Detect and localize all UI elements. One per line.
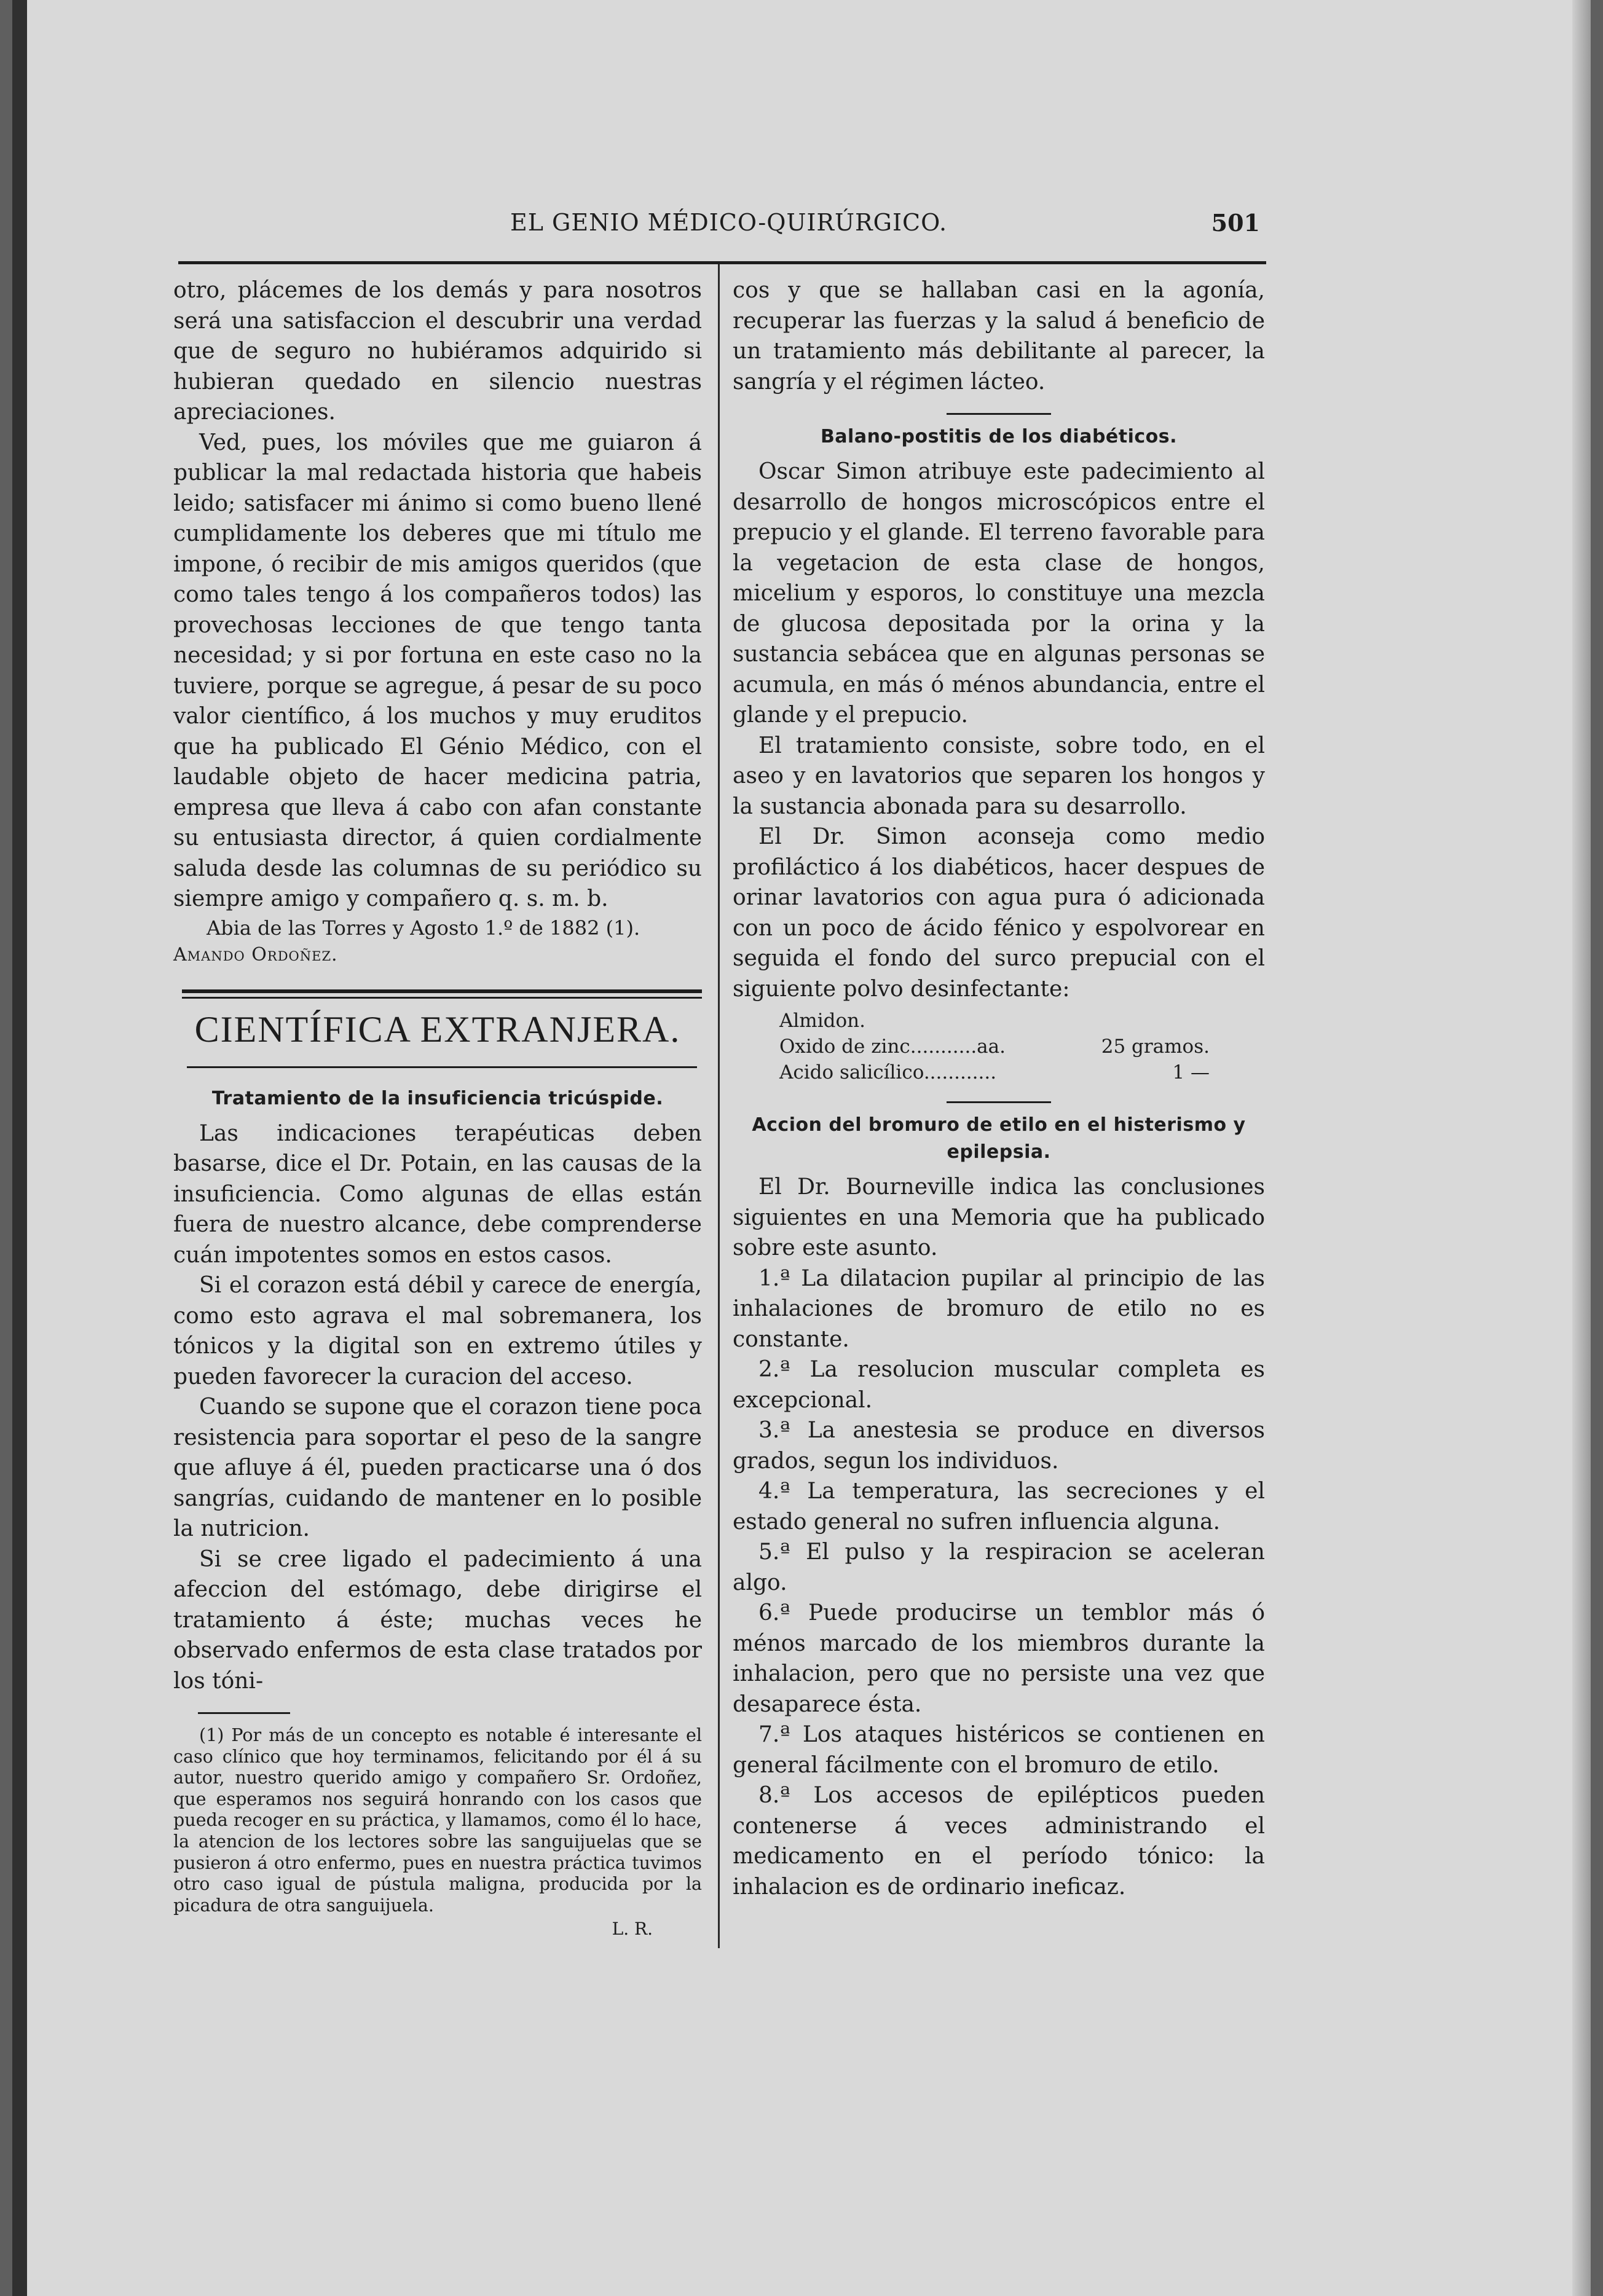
article-paragraph: Oscar Simon atribuye este padecimiento al desarrollo de hongos microscópicos entre el prepucio y el glande. El terreno favorable para la vegetacion de esta clase de hongos, micelium y esporos, lo constituye una mezcla de glucosa depositada por la orina y la sustancia sebácea que en algunas personas se acumula, en más ó ménos abundancia, entre el glande y el prepucio. [733, 459, 1265, 728]
conclusion-item: 7.ª Los ataques histéricos se contienen en general fácilmente con el bromuro de etilo. [733, 1722, 1265, 1778]
article-paragraph: Cuando se supone que el corazon tiene poca resistencia para soportar el peso de la sangre que afluye á él, pueden practicarse una ó dos sangrías, cuidando de mantener en lo posible la nutricion. [173, 1394, 702, 1541]
page-edge [1572, 0, 1591, 2296]
conclusion-item: 3.ª La anestesia se produce en diversos grados, segun los individuos. [733, 1418, 1265, 1474]
continuation-text: otro, plácemes de los demás y para nosotros será una satisfaccion el descubrir una verdad que de seguro no hubiéramos adquirido si hubieran quedado en silencio nuestras apreciaciones. [173, 278, 702, 425]
conclusion-item: 4.ª La temperatura, las secreciones y el estado general no sufren influencia alguna. [733, 1479, 1265, 1535]
conclusion-item: 2.ª La resolucion muscular completa es excepcional. [733, 1357, 1265, 1413]
article-paragraph: Si el corazon está débil y carece de energía, como esto agrava el mal sobremanera, los tónicos y la digital son en extremo útiles y pueden favorecer la curacion del acceso. [173, 1273, 702, 1390]
article-paragraph: Si se cree ligado el padecimiento á una afeccion del estómago, debe dirigirse el tratamiento á éste; muchas veces he observado enfermos de esta clase tratados por los tóni- [173, 1546, 702, 1694]
formula-ingredient: Oxido de zinc...........aa. [779, 1036, 1006, 1058]
right-column [733, 275, 1265, 1902]
journal-page [12, 0, 1591, 2296]
article-paragraph: El Dr. Simon aconseja como medio profiláctico á los diabéticos, hacer despues de orinar lavatorios con agua pura ó adicionada con un poco de ácido fénico y espolvorear en seguida el fondo del surco prepucial con el siguiente polvo desinfectante: [733, 824, 1265, 1002]
left-column [173, 275, 702, 1940]
section-title-rule [187, 1066, 697, 1068]
article-paragraph: El Dr. Bourneville indica las conclusiones siguientes en una Memoria que ha publicado sobre este asunto. [733, 1174, 1265, 1260]
formula-line [779, 1034, 1210, 1060]
prescription-formula [733, 1008, 1265, 1085]
separator-rule [947, 413, 1051, 415]
formula-line: Almidon. [779, 1010, 865, 1032]
letter-paragraph: Ved, pues, los móviles que me guiaron á publicar la mal redactada historia que habeis leido; satisfacer mi ánimo si como bueno llené cumplidamente los deberes que mi título me impone, ó recibir de mis amigos queridos (que como tales tengo á los compañeros todos) las provechosas lecciones de que tengo tanta necesidad; y si por fortuna en este caso no la tuviere, porque se agregue, á pesar de su poco valor científico, á los muchos y muy eruditos que ha publicado El Génio Médico, con el laudable objeto de hacer medicina patria, empresa que lleva á cabo con afan constante su entusiasta director, á quien cordialmente saluda desde las columnas de su periódico su siempre amigo y compañero q. s. m. b. [173, 430, 702, 911]
author-name: Amando Ordoñez. [173, 943, 338, 965]
section-title: CIENTÍFICA EXTRANJERA. [194, 1008, 681, 1050]
article-title: Tratamiento de la insuficiencia tricúspide. [211, 1087, 664, 1109]
book-spine [12, 0, 27, 2296]
footnote [173, 1725, 702, 1940]
section-rule [182, 989, 702, 999]
footnote-signature: L. R. [612, 1919, 653, 1940]
continuation-text: cos y que se hallaban casi en la agonía, recuperar las fuerzas y la salud á beneficio de un tratamiento más debilitante al parecer, la sangría y el régimen lácteo. [733, 278, 1265, 395]
conclusion-item: 5.ª El pulso y la respiracion se aceleran algo. [733, 1539, 1265, 1595]
formula-amount: 25 gramos. [1101, 1036, 1210, 1058]
article-paragraph: El tratamiento consiste, sobre todo, en el aseo y en lavatorios que separen los hongos y la sustancia abonada para su desarrollo. [733, 733, 1265, 819]
conclusions-list [733, 1264, 1265, 1903]
signoff [173, 914, 702, 969]
article-title: Accion del bromuro de etilo en el histerismo y epilepsia. [752, 1114, 1246, 1163]
page-header [178, 206, 1266, 243]
header-rule [178, 261, 1266, 264]
running-head: EL GENIO MÉDICO-QUIRÚRGICO. [510, 209, 948, 236]
article-title: Balano-postitis de los diabéticos. [820, 426, 1178, 447]
separator-rule [947, 1101, 1051, 1103]
page-number: 501 [1211, 209, 1260, 237]
conclusion-item: 6.ª Puede producirse un temblor más ó ménos marcado de los miembros durante la inhalacion, pero que no persiste una vez que desaparece ésta. [733, 1600, 1265, 1717]
place-date: Abia de las Torres y Agosto 1.º de 1882 (1). [207, 916, 640, 940]
formula-amount: 1 — [1172, 1061, 1210, 1083]
footnote-rule [198, 1712, 290, 1714]
footnote-text: (1) Por más de un concepto es notable é interesante el caso clínico que hoy terminamos, felicitando por él á su autor, nuestro querido amigo y compañero Sr. Ordoñez, que esperamos nos seguirá honrando con los casos que pueda recoger en su práctica, y llamamos, como él lo hace, la atencion de los lectores sobre las sanguijuelas que se pusieron á otro enfermo, pues en nuestra práctica tuvimos otro caso igual de pústula maligna, producida por la picadura de otra sanguijuela. [173, 1725, 702, 1916]
conclusion-item: 1.ª La dilatacion pupilar al principio de las inhalaciones de bromuro de etilo no es constante. [733, 1265, 1265, 1352]
column-divider [718, 264, 720, 1948]
formula-ingredient: Acido salicílico............ [779, 1061, 997, 1083]
formula-line [779, 1060, 1210, 1085]
conclusion-item: 8.ª Los accesos de epilépticos pueden contenerse á veces administrando el medicamento en el período tónico: la inhalacion es de ordinario ineficaz. [733, 1783, 1265, 1900]
article-paragraph: Las indicaciones terapéuticas deben basarse, dice el Dr. Potain, en las causas de la insuficiencia. Como algunas de ellas están fuera de nuestro alcance, debe comprenderse cuán impotentes somos en estos casos. [173, 1120, 702, 1268]
